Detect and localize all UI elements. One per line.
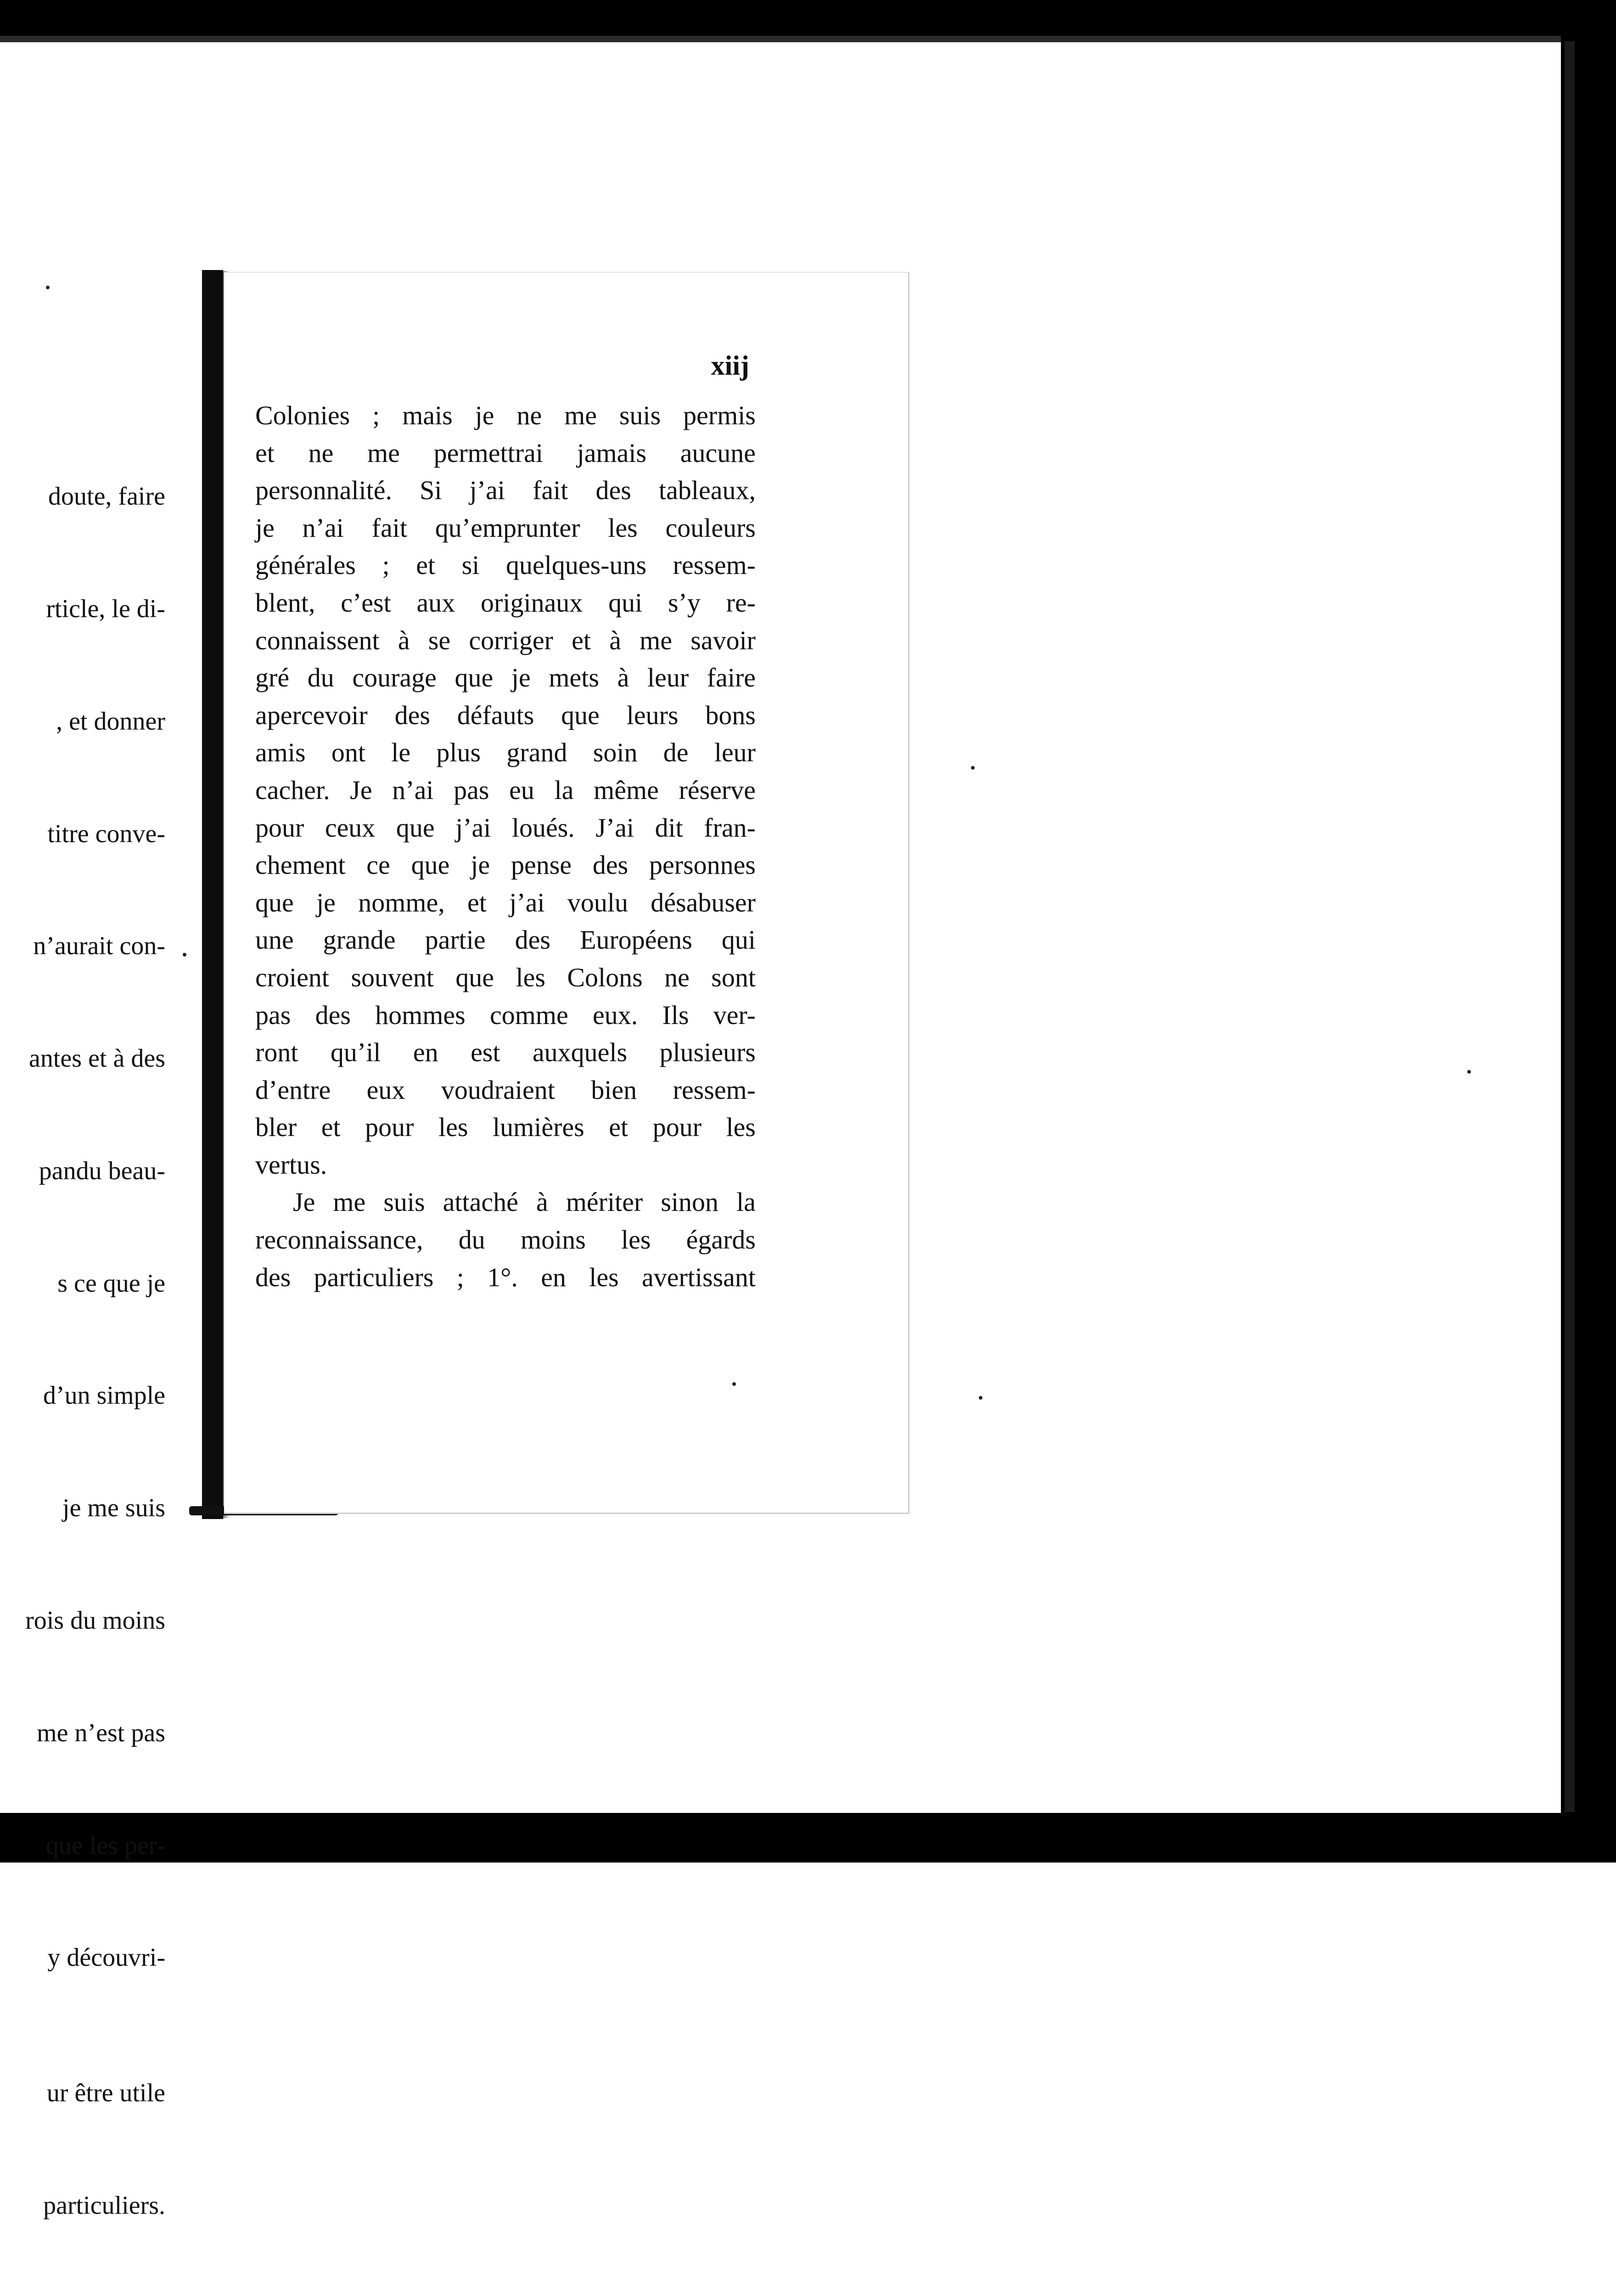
text-line: que je nomme, et j’ai voulu désabuser <box>255 887 756 917</box>
text-line: blent, c’est aux originaux qui s’y re- <box>255 587 756 618</box>
left-line: , et donner <box>56 707 165 736</box>
scan-speck <box>979 1396 982 1400</box>
text-line: des particuliers ; 1°. en les avertissant <box>255 1262 756 1292</box>
scan-speck <box>1467 1070 1471 1074</box>
text-line: une grande partie des Européens qui <box>255 925 756 955</box>
left-line: titre conve- <box>47 819 165 848</box>
text-line: générales ; et si quelques-uns ressem- <box>255 550 756 580</box>
text-line: chement ce que je pense des personnes <box>255 850 756 880</box>
scanner-frame-top <box>0 0 1616 40</box>
left-line: que les per- <box>45 1831 165 1860</box>
left-line: je me suis <box>62 1494 165 1523</box>
text-line: gré du courage que je mets à leur faire <box>255 663 756 693</box>
text-line: cacher. Je n’ai pas eu la même réserve <box>255 775 756 805</box>
text-line: je n’ai fait qu’emprunter les couleurs <box>255 512 756 543</box>
left-line: y découvri- <box>47 1943 165 1972</box>
scan-speck <box>971 766 975 770</box>
scan-speck <box>183 953 186 957</box>
left-line: d’un simple <box>43 1381 165 1410</box>
left-page <box>0 270 202 2220</box>
left-line: pandu beau- <box>39 1156 165 1185</box>
text-line: d’entre eux voudraient bien ressem- <box>255 1075 756 1105</box>
text-line: vertus. <box>255 1149 327 1180</box>
text-line: amis ont le plus grand soin de leur <box>255 737 756 768</box>
left-line: s ce que je <box>57 1269 165 1298</box>
body-text <box>255 397 756 1296</box>
left-line: me n’est pas <box>37 1718 165 1747</box>
text-line: Colonies ; mais je ne me suis permis <box>255 400 756 430</box>
left-line: antes et à des <box>29 1044 165 1073</box>
text-line: bler et pour les lumières et pour les <box>255 1112 756 1142</box>
scan-speck <box>732 1382 736 1386</box>
left-line: doute, faire <box>48 482 165 511</box>
book-spine <box>202 270 223 1519</box>
left-page-text <box>0 403 165 2296</box>
text-line: personnalité. Si j’ai fait des tableaux, <box>255 475 756 506</box>
left-line: n’aurait con- <box>33 932 165 961</box>
scan-speck <box>46 286 50 289</box>
text-line: croient souvent que les Colons ne sont <box>255 962 756 992</box>
left-line: ur être utile <box>46 2079 165 2108</box>
text-line: apercevoir des défauts que leurs bons <box>255 700 756 730</box>
text-line: et ne me permettrai jamais aucune <box>255 438 756 468</box>
right-page <box>224 272 909 1514</box>
left-line: particuliers. <box>43 2191 165 2220</box>
text-line: pas des hommes comme eux. Ils ver- <box>255 1000 756 1030</box>
page-number: xiij <box>711 350 749 381</box>
left-line: rois du moins <box>25 1606 165 1635</box>
text-line: reconnaissance, du moins les égards <box>255 1225 756 1255</box>
scanner-frame-bottom <box>0 1813 1616 1863</box>
scanner-frame-right-edge <box>1565 41 1575 1812</box>
text-line: connaissent à se corriger et à me savoir <box>255 625 756 655</box>
scanner-frame-top-edge <box>0 36 1563 42</box>
text-line: Je me suis attaché à mériter sinon la <box>293 1187 756 1217</box>
text-line: pour ceux que j’ai loués. J’ai dit fran- <box>255 812 756 843</box>
text-line: ront qu’il en est auxquels plusieurs <box>255 1037 756 1068</box>
left-line: rticle, le di- <box>46 594 165 623</box>
